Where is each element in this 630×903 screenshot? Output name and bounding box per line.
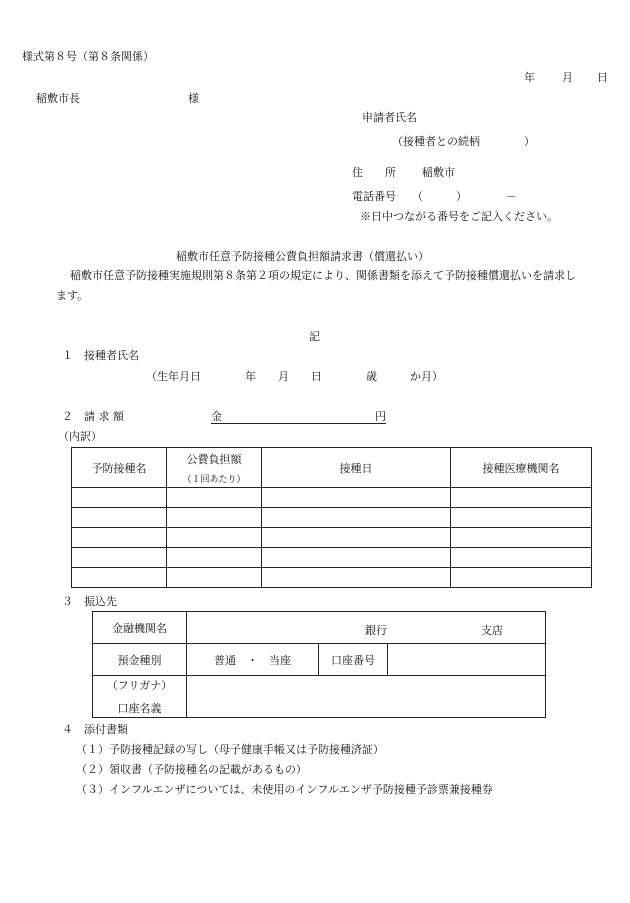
header-vaccine: 予防接種名 <box>72 448 167 488</box>
holder-cell <box>187 676 546 718</box>
amount-cell <box>167 528 262 548</box>
header-amount-line1: 公費負担額 <box>186 452 242 466</box>
applicant-address-value: 稲敷市 <box>422 166 455 179</box>
date-cell <box>262 508 451 528</box>
bank-suffix: 銀行 <box>365 624 387 637</box>
amount-cell <box>167 488 262 508</box>
applicant-phone-note: ※日中つながる番号をご記入ください。 <box>360 210 558 223</box>
header-amount <box>167 448 262 488</box>
applicant-phone-format: （ ） － <box>412 190 517 203</box>
item1-label: 接種者氏名 <box>84 349 139 362</box>
institution-cell <box>451 508 592 528</box>
amount-en: 円 <box>375 410 386 423</box>
amount-cell <box>167 568 262 588</box>
vaccine-cell <box>72 568 167 588</box>
date-cell <box>262 488 451 508</box>
body-text-line1: 稲敷市任意予防接種実施規則第８条第２項の規定により、関係書類を添えて予防接種償還払いを請求し <box>70 269 576 282</box>
item2-number: ２ <box>62 410 73 423</box>
account-type-options: 普通 ・ 当座 <box>187 644 319 676</box>
body-text-line2: ます。 <box>56 289 89 302</box>
vaccine-cell <box>72 528 167 548</box>
date-year: 年 <box>524 71 535 84</box>
account-number-cell <box>388 644 546 676</box>
header-amount-line2: （１回あたり） <box>182 474 246 485</box>
amount-field <box>211 411 386 424</box>
attachment-doc-2: （２）領収書（予防接種名の記載があるもの） <box>76 763 307 776</box>
header-date: 接種日 <box>262 448 451 488</box>
applicant-phone-label: 電話番号 <box>352 190 396 203</box>
institution-cell <box>451 568 592 588</box>
table-row <box>72 488 592 508</box>
vaccine-cell <box>72 508 167 528</box>
table-row <box>72 508 592 528</box>
form-number: 様式第８号（第８条関係） <box>22 50 154 63</box>
account-row <box>93 644 546 676</box>
furigana-label: （フリガナ） <box>106 679 173 692</box>
applicant-name-label: 申請者氏名 <box>362 111 417 124</box>
branch-suffix: 支店 <box>481 624 503 637</box>
item1-birth: （生年月日 年 月 日 歳 か月） <box>146 370 443 383</box>
breakdown-header-row <box>72 448 592 488</box>
holder-label-cell <box>93 676 187 718</box>
date-cell <box>262 548 451 568</box>
amount-cell <box>167 548 262 568</box>
item2-label: 請 求 額 <box>84 410 124 423</box>
holder-label: 口座名義 <box>117 702 162 715</box>
amount-kin: 金 <box>211 410 222 423</box>
document-title: 稲敷市任意予防接種公費負担額請求書（償還払い） <box>176 250 429 263</box>
breakdown-table <box>71 447 592 588</box>
table-row <box>72 528 592 548</box>
bank-table <box>92 611 546 718</box>
header-institution: 接種医療機関名 <box>451 448 592 488</box>
bank-name-cell <box>187 612 546 644</box>
date-day: 日 <box>597 71 608 84</box>
item4-number: ４ <box>62 723 73 736</box>
applicant-address-label: 住 所 <box>352 166 396 179</box>
account-number-label: 口座番号 <box>319 644 388 676</box>
date-cell <box>262 568 451 588</box>
table-row <box>72 568 592 588</box>
item3-number: ３ <box>62 595 73 608</box>
vaccine-cell <box>72 488 167 508</box>
breakdown-label: （内訳） <box>58 430 102 443</box>
bank-name-label: 金融機関名 <box>93 612 187 644</box>
vaccine-cell <box>72 548 167 568</box>
item3-label: 振込先 <box>84 595 117 608</box>
institution-cell <box>451 528 592 548</box>
institution-cell <box>451 488 592 508</box>
attachment-doc-1: （１）予防接種記録の写し（母子健康手帳又は予防接種済証） <box>76 743 384 756</box>
addressee-suffix: 様 <box>188 92 199 105</box>
date-month: 月 <box>562 71 573 84</box>
amount-cell <box>167 508 262 528</box>
account-type-label: 預金種別 <box>93 644 187 676</box>
ki-heading: 記 <box>309 330 320 343</box>
institution-cell <box>451 548 592 568</box>
applicant-relation-label: （接種者との続柄 ） <box>392 135 535 148</box>
bank-row <box>93 612 546 644</box>
attachment-doc-3: （３）インフルエンザについては、未使用のインフルエンザ予防接種予診票兼接種券 <box>76 783 493 796</box>
table-row <box>72 548 592 568</box>
holder-row <box>93 676 546 718</box>
date-cell <box>262 528 451 548</box>
item4-label: 添付書類 <box>84 723 128 736</box>
item1-number: １ <box>62 349 73 362</box>
addressee-name: 稲敷市長 <box>36 92 80 105</box>
